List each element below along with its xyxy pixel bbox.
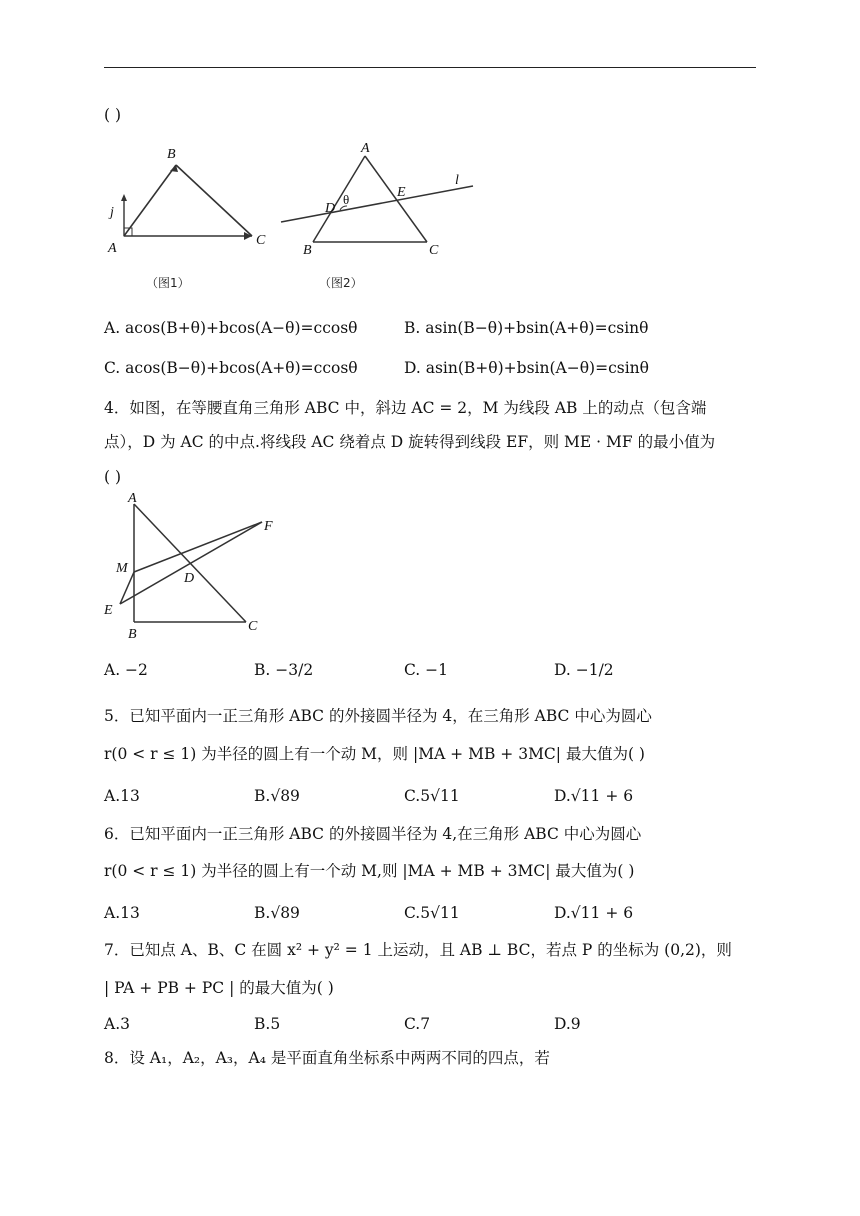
q5-option-B[interactable]: B.√89 bbox=[254, 787, 300, 805]
q6-line-2: r(0 < r ≤ 1) 为半径的圆上有一个动 M,则 |MA + MB + 3MC| 最大值为( ) bbox=[104, 862, 635, 880]
q4-fig-label-C: C bbox=[248, 619, 258, 634]
fig1-label-C: C bbox=[256, 233, 266, 248]
q7-line-1: 7．已知点 A、B、C 在圆 x² + y² = 1 上运动，且 AB ⊥ BC，若点 P 的坐标为 (0,2)，则 bbox=[104, 941, 732, 959]
fig2-label-C: C bbox=[429, 243, 439, 258]
q4-fig-label-M: M bbox=[116, 561, 128, 576]
q4-fig-label-F: F bbox=[264, 519, 273, 534]
q4-figure bbox=[100, 492, 280, 642]
header-rule bbox=[104, 67, 756, 68]
q4-option-A[interactable]: A. −2 bbox=[104, 661, 148, 679]
q7-line-2: | PA + PB + PC | 的最大值为( ) bbox=[104, 979, 334, 997]
q3-option-D[interactable]: D. asin(B+θ)+bsin(A−θ)=csinθ bbox=[404, 359, 649, 377]
q3-figure-1 bbox=[104, 140, 274, 295]
q4-fig-label-A: A bbox=[128, 491, 137, 506]
q4-option-B[interactable]: B. −3/2 bbox=[254, 661, 314, 679]
q5-line-2: r(0 < r ≤ 1) 为半径的圆上有一个动 M，则 |MA + MB + 3MC| 最大值为( ) bbox=[104, 745, 645, 763]
q4-fig-label-D: D bbox=[184, 571, 195, 586]
q7-option-B[interactable]: B.5 bbox=[254, 1015, 281, 1033]
q4-fig-label-B: B bbox=[128, 627, 137, 642]
q7-option-D[interactable]: D.9 bbox=[554, 1015, 581, 1033]
q4-line-1: 4．如图，在等腰直角三角形 ABC 中，斜边 AC = 2，M 为线段 AB 上的动点（包含端 bbox=[104, 399, 707, 417]
q6-option-B[interactable]: B.√89 bbox=[254, 904, 300, 922]
q8-line-1: 8．设 A₁，A₂，A₃，A₄ 是平面直角坐标系中两两不同的四点，若 bbox=[104, 1049, 550, 1067]
q4-line-2: 点），D 为 AC 的中点.将线段 AC 绕着点 D 旋转得到线段 EF，则 ME · MF 的最小值为 bbox=[104, 433, 716, 451]
fig2-label-l: l bbox=[455, 173, 459, 188]
q6-option-A[interactable]: A.13 bbox=[104, 904, 140, 922]
q5-option-C[interactable]: C.5√11 bbox=[404, 787, 460, 805]
fig2-label-theta: θ bbox=[343, 192, 350, 207]
fig2-label-E: E bbox=[397, 185, 406, 200]
fig1-label-j: j bbox=[110, 205, 114, 220]
q3-option-C[interactable]: C. acos(B−θ)+bcos(A+θ)=ccosθ bbox=[104, 359, 358, 377]
q4-fig-label-E: E bbox=[104, 603, 113, 618]
q3-option-A[interactable]: A. acos(B+θ)+bcos(A−θ)=ccosθ bbox=[104, 319, 358, 337]
q4-paren: ( ) bbox=[104, 468, 122, 486]
q6-line-1: 6．已知平面内一正三角形 ABC 的外接圆半径为 4,在三角形 ABC 中心为圆心 bbox=[104, 825, 642, 843]
q3-figure-2 bbox=[275, 140, 485, 295]
fig1-label-B: B bbox=[167, 147, 176, 162]
q4-option-D[interactable]: D. −1/2 bbox=[554, 661, 614, 679]
q6-option-D[interactable]: D.√11 + 6 bbox=[554, 904, 634, 922]
fig2-caption: （图2） bbox=[319, 276, 363, 290]
q5-line-1: 5．已知平面内一正三角形 ABC 的外接圆半径为 4，在三角形 ABC 中心为圆心 bbox=[104, 707, 652, 725]
q5-option-D[interactable]: D.√11 + 6 bbox=[554, 787, 634, 805]
fig2-label-A: A bbox=[361, 141, 370, 156]
fig2-label-B: B bbox=[303, 243, 312, 258]
q3-option-B[interactable]: B. asin(B−θ)+bsin(A+θ)=csinθ bbox=[404, 319, 649, 337]
q7-option-A[interactable]: A.3 bbox=[104, 1015, 130, 1033]
q3-paren: ( ) bbox=[104, 106, 122, 124]
fig1-caption: （图1） bbox=[146, 276, 190, 290]
q5-option-A[interactable]: A.13 bbox=[104, 787, 140, 805]
fig2-label-D: D bbox=[325, 201, 336, 216]
q7-option-C[interactable]: C.7 bbox=[404, 1015, 431, 1033]
q6-option-C[interactable]: C.5√11 bbox=[404, 904, 460, 922]
q4-option-C[interactable]: C. −1 bbox=[404, 661, 449, 679]
fig1-label-A: A bbox=[108, 241, 117, 256]
